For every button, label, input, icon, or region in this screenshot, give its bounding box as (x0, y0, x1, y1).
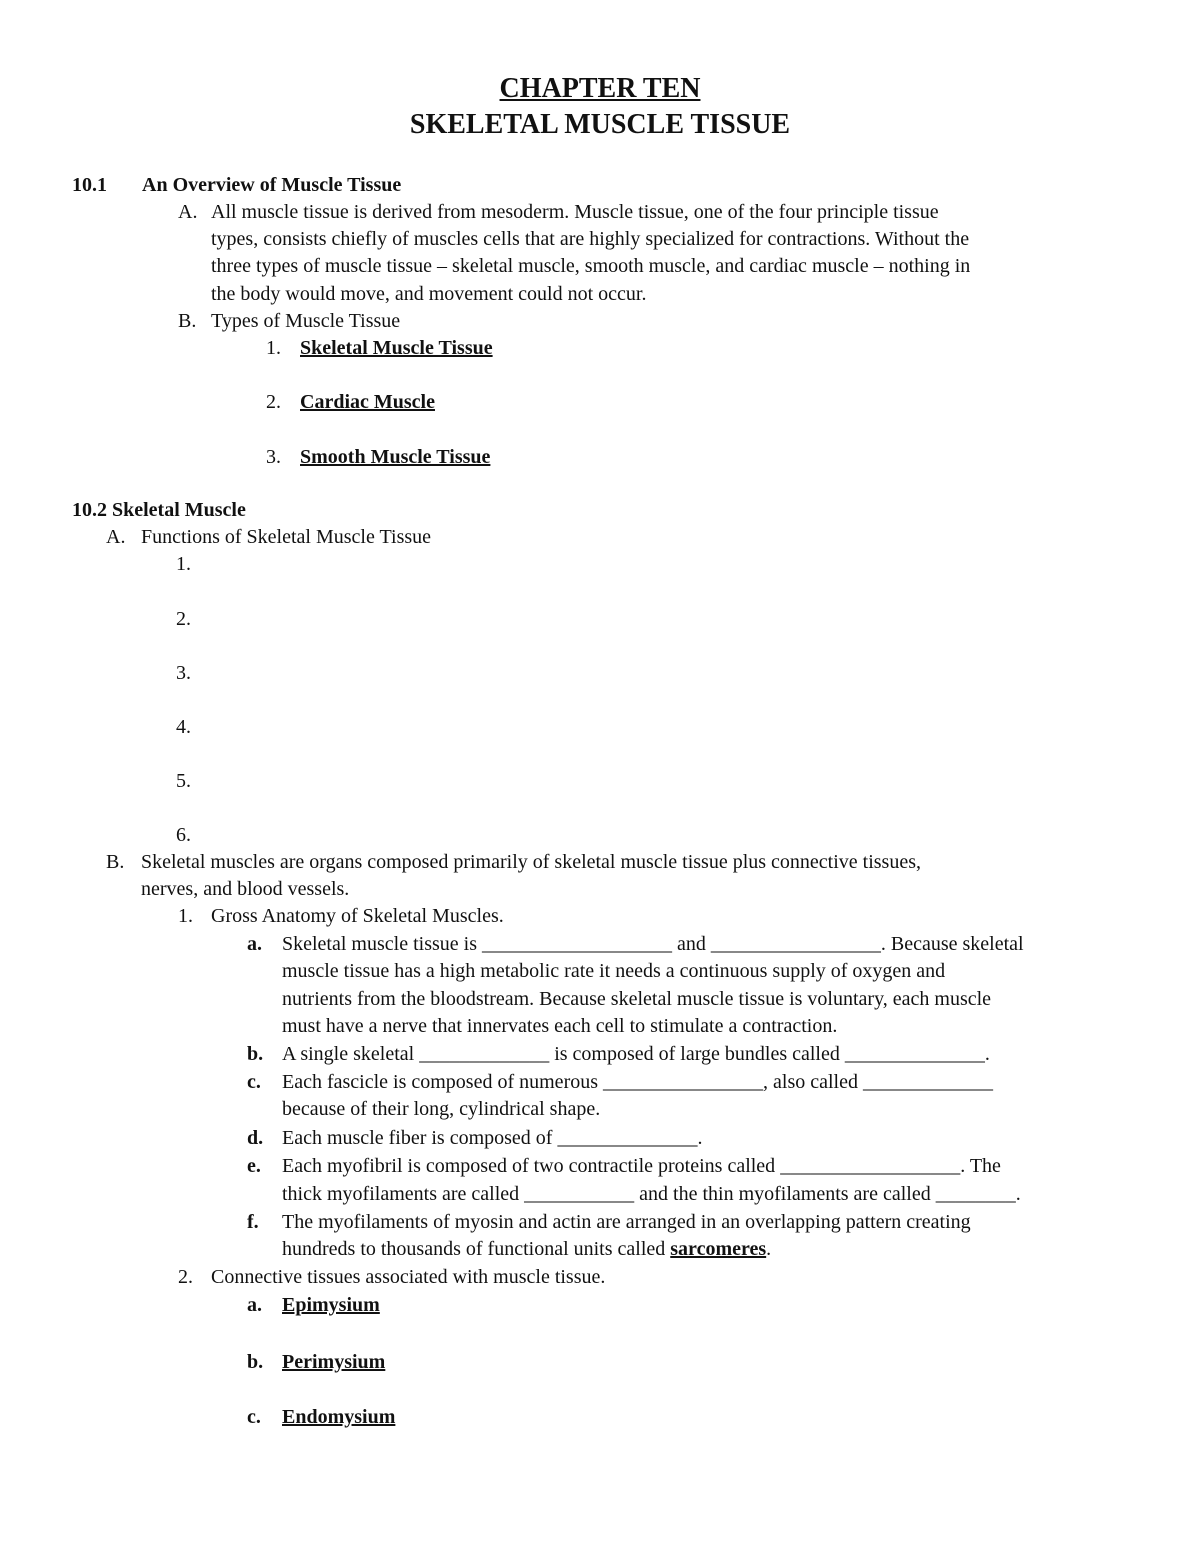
paragraph-line: three types of muscle tissue – skeletal muscle, smooth muscle, and cardiac muscle – nothing in (211, 255, 971, 277)
list-item-text: Connective tissues associated with muscle tissue. (211, 1266, 606, 1288)
section-number: 10.1 (72, 174, 107, 196)
list-number: 2. (178, 1266, 193, 1288)
connective-tissue-term: Perimysium (282, 1351, 386, 1373)
connective-tissue-term: Endomysium (282, 1406, 396, 1428)
chapter-title: CHAPTER TEN (499, 73, 701, 104)
paragraph-line: The myofilaments of myosin and actin are arranged in an overlapping pattern creating (282, 1211, 971, 1233)
list-item-text: Functions of Skeletal Muscle Tissue (141, 526, 432, 548)
paragraph-line: types, consists chiefly of muscles cells that are highly specialized for contractions. Without the (211, 228, 970, 250)
list-number: 2. (176, 608, 191, 630)
list-marker: c. (247, 1406, 261, 1428)
sarcomeres-term: sarcomeres (670, 1238, 767, 1260)
list-marker: a. (247, 1294, 262, 1316)
section-heading: 10.2 Skeletal Muscle (72, 499, 246, 521)
list-number: 2. (266, 391, 281, 413)
list-marker: c. (247, 1071, 261, 1093)
list-marker: A. (106, 526, 126, 548)
list-number: 1. (176, 553, 191, 575)
paragraph-line: nerves, and blood vessels. (141, 878, 350, 900)
blank-field: ___________ (524, 1183, 635, 1205)
paragraph-line: hundreds to thousands of functional units called sarcomeres. (282, 1238, 772, 1260)
blank-field: ______________ (557, 1127, 698, 1149)
blank-field: _____________ (419, 1043, 550, 1065)
paragraph-line: the body would move, and movement could not occur. (211, 283, 647, 305)
list-number: 1. (178, 905, 193, 927)
fill-in-line: Each myofibril is composed of two contractile proteins called __________________. The (282, 1155, 1001, 1177)
chapter-subtitle: SKELETAL MUSCLE TISSUE (409, 109, 791, 140)
list-number: 6. (176, 824, 191, 846)
paragraph-line: because of their long, cylindrical shape. (282, 1098, 601, 1120)
paragraph-line: nutrients from the bloodstream. Because skeletal muscle tissue is voluntary, each muscle (282, 988, 992, 1010)
list-marker: B. (178, 310, 197, 332)
connective-tissue-term: Epimysium (282, 1294, 380, 1316)
list-number: 3. (176, 662, 191, 684)
muscle-type-term: Cardiac Muscle (300, 391, 435, 413)
list-number: 3. (266, 446, 281, 468)
list-marker: A. (178, 201, 198, 223)
list-number: 1. (266, 337, 281, 359)
list-marker: d. (247, 1127, 264, 1149)
list-marker: f. (247, 1211, 259, 1233)
list-number: 4. (176, 716, 191, 738)
fill-in-line: Skeletal muscle tissue is ___________________ and _________________. Because skeletal (282, 933, 1024, 955)
list-item-text: Gross Anatomy of Skeletal Muscles. (211, 905, 504, 927)
fill-in-line: A single skeletal _____________ is composed of large bundles called ______________. (282, 1043, 990, 1065)
blank-field: ___________________ (481, 933, 672, 955)
list-marker: B. (106, 851, 125, 873)
blank-field: __________________ (780, 1155, 961, 1177)
list-marker: b. (247, 1351, 264, 1373)
fill-in-line: Each fascicle is composed of numerous ________________, also called _____________ (282, 1071, 993, 1093)
list-marker: e. (247, 1155, 261, 1177)
blank-field: ______________ (844, 1043, 985, 1065)
paragraph-line: must have a nerve that innervates each cell to stimulate a contraction. (282, 1015, 838, 1037)
muscle-type-term: Skeletal Muscle Tissue (300, 337, 493, 359)
blank-field: ________________ (603, 1071, 764, 1093)
list-marker: a. (247, 933, 262, 955)
list-item-text: Types of Muscle Tissue (211, 310, 401, 332)
blank-field: _________________ (710, 933, 881, 955)
list-number: 5. (176, 770, 191, 792)
fill-in-line: Each muscle fiber is composed of ______________. (282, 1127, 703, 1149)
list-marker: b. (247, 1043, 264, 1065)
blank-field: ________ (935, 1183, 1016, 1205)
blank-field: _____________ (862, 1071, 993, 1093)
paragraph-line: All muscle tissue is derived from mesoderm. Muscle tissue, one of the four principle tissue (211, 201, 939, 223)
section-heading: An Overview of Muscle Tissue (142, 174, 402, 196)
paragraph-line: Skeletal muscles are organs composed primarily of skeletal muscle tissue plus connective tissues, (141, 851, 921, 873)
fill-in-line: thick myofilaments are called ___________ and the thin myofilaments are called ________. (282, 1183, 1021, 1205)
paragraph-line: muscle tissue has a high metabolic rate it needs a continuous supply of oxygen and (282, 960, 946, 982)
muscle-type-term: Smooth Muscle Tissue (300, 446, 491, 468)
